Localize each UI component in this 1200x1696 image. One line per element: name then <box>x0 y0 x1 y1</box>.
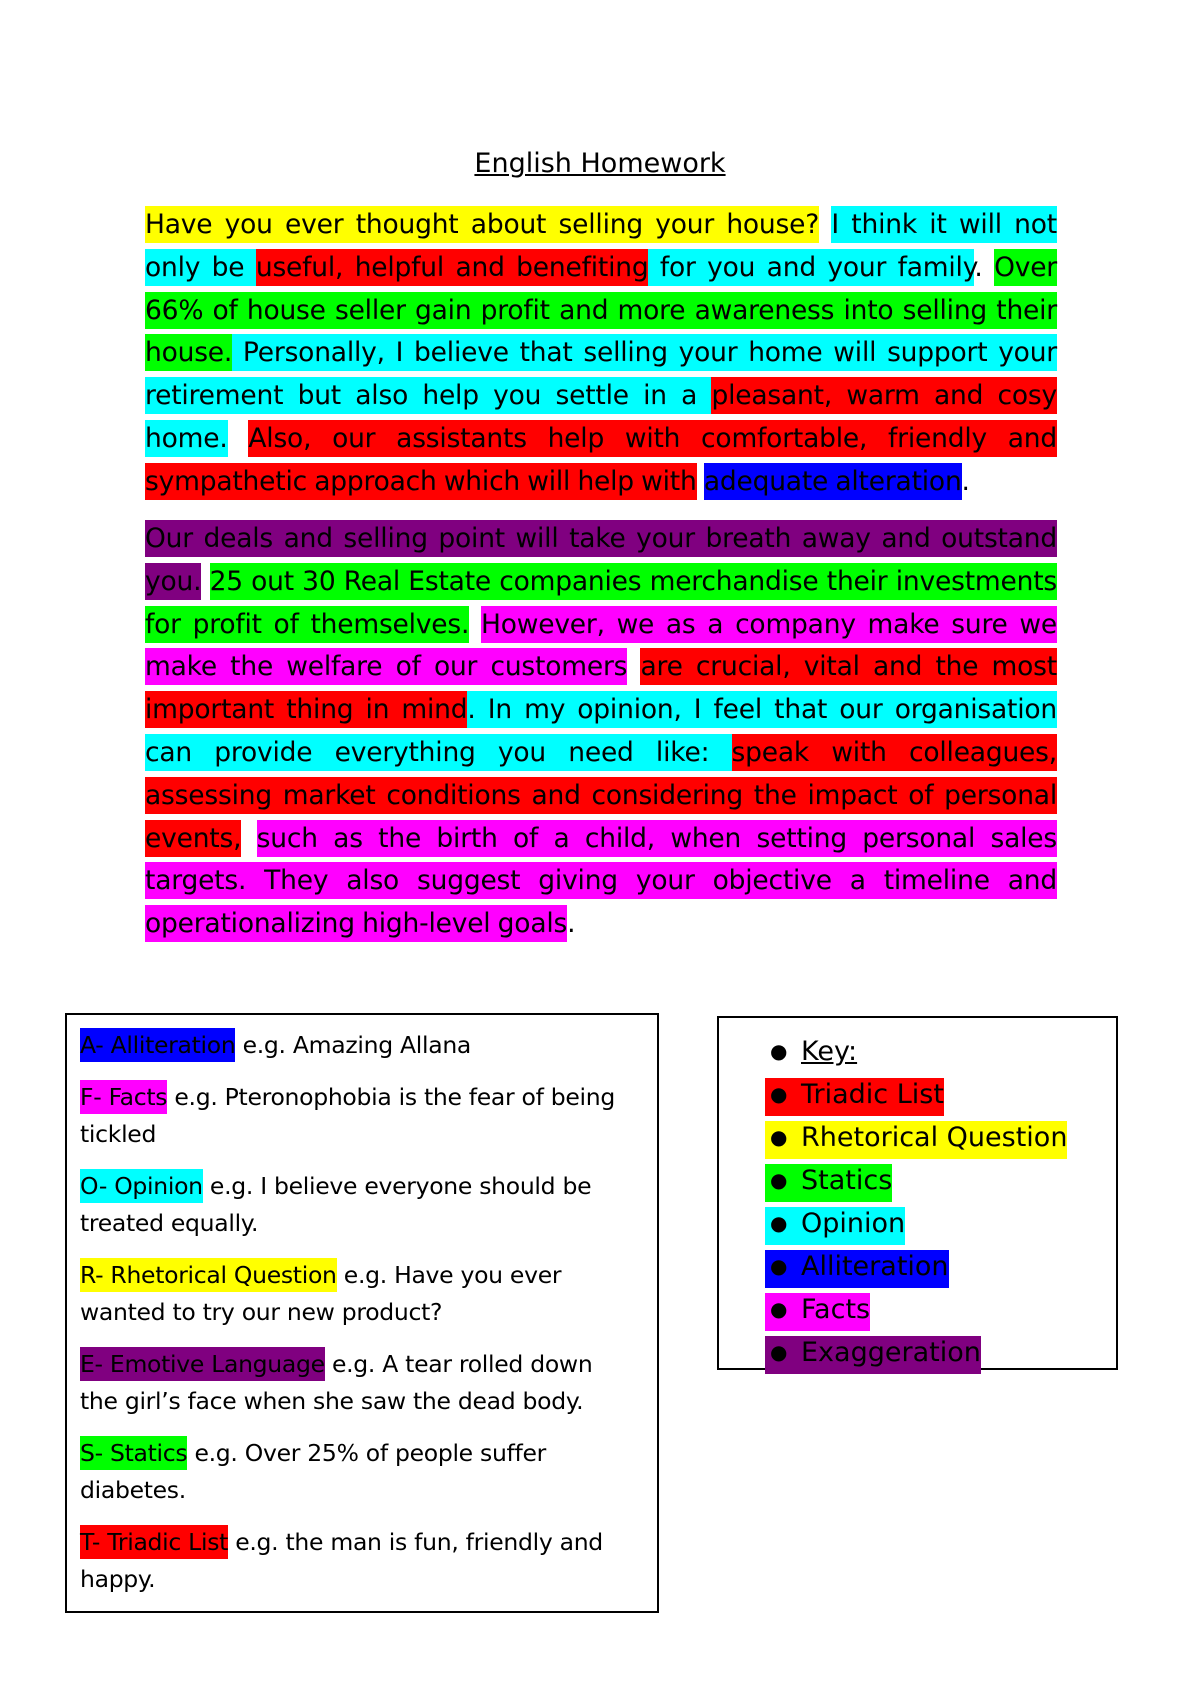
definition-label: S- Statics <box>80 1436 187 1470</box>
key-list <box>765 1030 1067 1374</box>
highlight-triadic: speak with colleagues, assessing market conditions and considering the impact of personal events, <box>145 734 1057 857</box>
key-item-exaggeration <box>765 1331 1067 1374</box>
highlight-triadic: pleasant, warm and cosy <box>711 377 1057 414</box>
key-heading-text: Key: <box>801 1036 858 1067</box>
highlight-statistics: 25 out 30 Real Estate companies merchandise their investments for profit of themselves. <box>145 563 1057 643</box>
definition-item <box>80 1435 635 1509</box>
bullet-icon: ● <box>770 1125 788 1149</box>
highlight-none <box>469 606 481 643</box>
highlight-statistics: Over 66% of house seller gain profit and more awareness into selling their house. <box>145 249 1057 372</box>
highlight-alliteration: adequate alteration <box>704 463 962 500</box>
definition-item <box>80 1079 635 1153</box>
definition-label: E- Emotive Language <box>80 1347 325 1381</box>
definition-label: T- Triadic List <box>80 1525 228 1559</box>
definition-example: e.g. A tear rolled down the girl’s face when she saw the dead body. <box>80 1350 593 1415</box>
highlight-none <box>241 820 256 857</box>
key-item-label: Rhetorical Question <box>801 1122 1068 1153</box>
highlight-none: . <box>961 465 970 497</box>
key-item-label: Exaggeration <box>801 1337 981 1368</box>
key-item-opinion <box>765 1202 1067 1245</box>
key-item-statistics <box>765 1159 1067 1202</box>
definition-example: e.g. I believe everyone should be treated equally. <box>80 1172 592 1237</box>
bullet-icon: ● <box>770 1082 788 1106</box>
definition-item <box>80 1346 635 1420</box>
bullet-icon: ● <box>770 1211 788 1235</box>
highlight-opinion: for you and your family <box>648 249 974 286</box>
definition-item <box>80 1524 635 1598</box>
highlight-none <box>201 563 209 600</box>
highlight-triadic: are crucial, vital and the most important thing in mind <box>145 648 1057 728</box>
highlight-none <box>697 463 704 500</box>
bullet-icon: ● <box>770 1254 788 1278</box>
bullet-icon: ● <box>770 1297 788 1321</box>
highlight-none: . <box>974 251 995 283</box>
definition-item <box>80 1027 635 1064</box>
highlight-rhetorical: Have you ever thought about selling your house? <box>145 206 819 243</box>
highlight-facts: such as the birth of a child, when setting personal sales targets. They also suggest giving your objective a timeline and operationalizing high-level goals <box>145 820 1057 943</box>
key-item-label: Facts <box>801 1294 871 1325</box>
definition-example: e.g. Over 25% of people suffer diabetes. <box>80 1439 547 1504</box>
key-item-label: Triadic List <box>801 1079 944 1110</box>
paragraph-1 <box>145 204 1057 504</box>
key-item-alliteration <box>765 1245 1067 1288</box>
key-item-triadic <box>765 1073 1067 1116</box>
highlight-opinion: I think it will not only be <box>145 206 1057 286</box>
definition-label: R- Rhetorical Question <box>80 1258 337 1292</box>
highlight-triadic: useful, helpful and benefiting <box>256 249 649 286</box>
highlight-none <box>228 420 249 457</box>
definition-example: e.g. Amazing Allana <box>235 1031 472 1059</box>
key-item-label: Alliteration <box>801 1251 949 1282</box>
highlight-exaggeration: Our deals and selling point will take your breath away and outstand you. <box>145 520 1057 600</box>
bullet-icon: ● <box>770 1340 788 1364</box>
bullet-icon: ● <box>770 1039 788 1063</box>
bullet-icon: ● <box>770 1168 788 1192</box>
highlight-none <box>819 206 831 243</box>
key-heading <box>765 1030 1067 1073</box>
page-title: English Homework <box>474 148 726 179</box>
key-item-rhetorical <box>765 1116 1067 1159</box>
definition-example: e.g. Pteronophobia is the fear of being tickled <box>80 1083 615 1148</box>
key-box <box>717 1016 1118 1370</box>
definition-label: O- Opinion <box>80 1169 203 1203</box>
highlight-none <box>627 648 640 685</box>
definition-item <box>80 1168 635 1242</box>
highlight-none: . <box>567 908 576 940</box>
key-item-facts <box>765 1288 1067 1331</box>
highlight-triadic: Also, our assistants help with comfortable, friendly and sympathetic approach which will help with <box>145 420 1057 500</box>
paragraph-2 <box>145 518 1057 946</box>
highlight-facts: However, we as a company make sure we make the welfare of our customers <box>145 606 1057 686</box>
technique-definitions-box <box>65 1013 659 1613</box>
highlight-opinion: home. <box>145 420 228 457</box>
definition-label: A- Alliteration <box>80 1028 235 1062</box>
key-item-label: Opinion <box>801 1208 906 1239</box>
definition-label: F- Facts <box>80 1080 167 1114</box>
definition-example: e.g. the man is fun, friendly and happy. <box>80 1528 603 1593</box>
definition-item <box>80 1257 635 1331</box>
key-item-label: Statics <box>801 1165 893 1196</box>
highlight-opinion: Personally, I believe that selling your home will support your retirement but also help you settle in a <box>145 334 1057 414</box>
definition-example: e.g. Have you ever wanted to try our new product? <box>80 1261 562 1326</box>
highlight-opinion: . In my opinion, I feel that our organisation can provide everything you need like: <box>145 691 1057 771</box>
